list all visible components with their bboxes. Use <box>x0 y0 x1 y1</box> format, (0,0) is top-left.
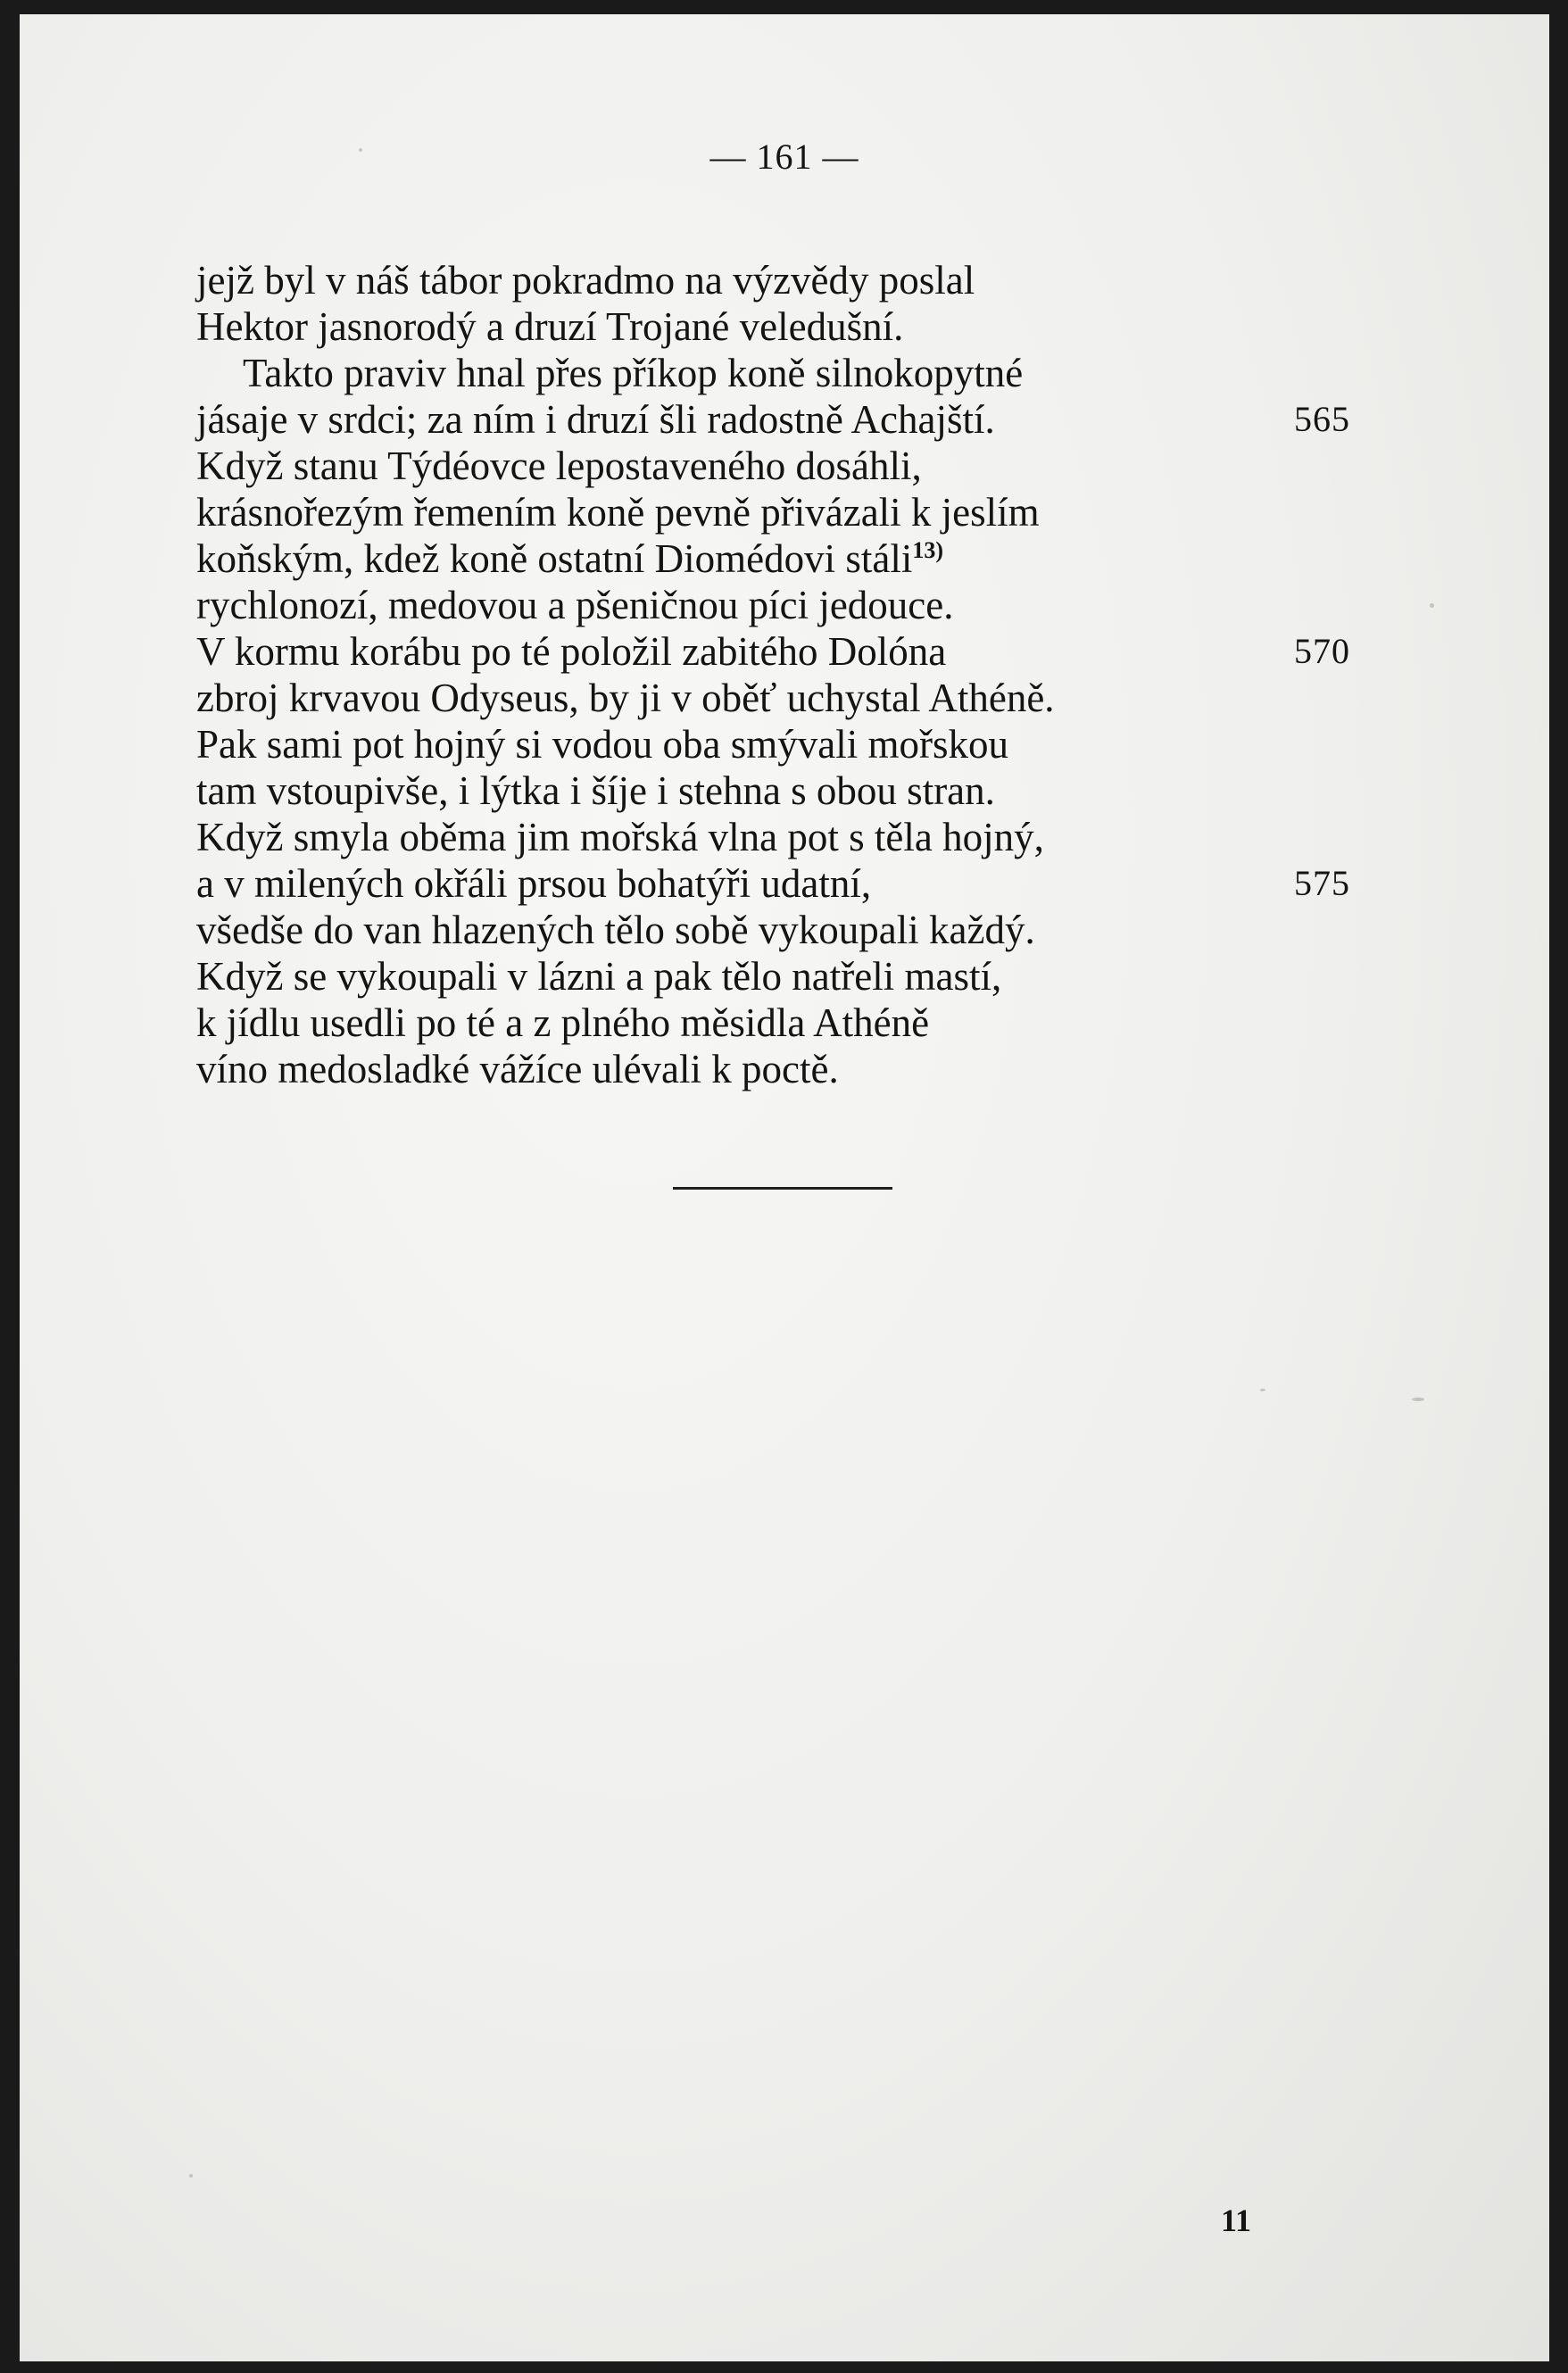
verse-line-16 <box>196 953 1392 1000</box>
verse-text: jejž byl v náš tábor pokradmo na výzvědy poslal <box>196 258 975 303</box>
verse-text: všedše do van hlazených tělo sobě vykoupali každý. <box>196 908 1035 952</box>
verse-line-9 <box>196 628 1392 675</box>
line-number: 575 <box>1294 863 1350 903</box>
book-page <box>20 14 1549 2361</box>
verse-line-10 <box>196 675 1392 721</box>
verse-text: a v milených okřáli prsou bohatýři udatní, <box>196 861 872 906</box>
section-end-rule <box>673 1187 892 1190</box>
verse-text: V kormu korábu po té položil zabitého Dolóna <box>196 629 947 674</box>
verse-text: Když stanu Týdéovce lepostaveného dosáhli, <box>196 444 922 488</box>
verse-line-1 <box>196 257 1392 303</box>
verse-line-17 <box>196 1000 1392 1046</box>
printer-signature-mark: 11 <box>1221 2203 1252 2238</box>
verse-text: tam vstoupivše, i lýtka i šíje i stehna s obou stran. <box>196 768 995 813</box>
verse-line-12 <box>196 767 1392 814</box>
verse-line-11 <box>196 721 1392 767</box>
verse-text: Když se vykoupali v lázni a pak tělo natřeli mastí, <box>196 954 1002 999</box>
verse-line-14 <box>196 860 1392 907</box>
verse-line-7 <box>196 535 1392 582</box>
verse-text-block <box>196 257 1392 1092</box>
verse-line-15 <box>196 907 1392 953</box>
verse-line-8 <box>196 582 1392 628</box>
verse-text: zbroj krvavou Odyseus, by ji v oběť uchystal Athéně. <box>196 676 1055 720</box>
paper-speck <box>189 2174 193 2178</box>
verse-line-5 <box>196 443 1392 489</box>
verse-text: rychlonozí, medovou a pšeničnou píci jedouce. <box>196 583 954 627</box>
verse-text-main: koňským, kdež koně ostatní Diomédovi stáli <box>196 536 913 581</box>
verse-line-3 <box>196 350 1392 396</box>
verse-text: Když smyla oběma jim mořská vlna pot s těla hojný, <box>196 815 1044 859</box>
verse-text: Takto praviv hnal přes příkop koně silnokopytné <box>243 351 1024 395</box>
verse-line-6 <box>196 489 1392 535</box>
verse-line-13 <box>196 814 1392 860</box>
verse-text: krásnořezým řemením koně pevně přivázali k jeslím <box>196 490 1040 535</box>
verse-text <box>196 536 943 581</box>
verse-text: Pak sami pot hojný si vodou oba smývali mořskou <box>196 722 1008 767</box>
footnote-marker: 13) <box>912 537 944 563</box>
verse-line-4 <box>196 396 1392 443</box>
line-number: 570 <box>1294 631 1350 671</box>
paper-speck <box>1430 603 1434 608</box>
paper-speck <box>359 148 362 152</box>
verse-line-18 <box>196 1046 1392 1092</box>
line-number: 565 <box>1294 399 1350 439</box>
paper-speck <box>1412 1398 1424 1401</box>
paper-speck <box>1260 1389 1265 1391</box>
verse-text: Hektor jasnorodý a druzí Trojané veledušní. <box>196 304 904 349</box>
verse-text: víno medosladké vážíce ulévali k poctě. <box>196 1047 839 1091</box>
verse-text: k jídlu usedli po té a z plného měsidla Athéně <box>196 1000 930 1045</box>
verse-text: jásaje v srdci; za ním i druzí šli radostně Achajští. <box>196 397 995 442</box>
page-number: — 161 — <box>709 137 859 177</box>
verse-line-2 <box>196 303 1392 350</box>
